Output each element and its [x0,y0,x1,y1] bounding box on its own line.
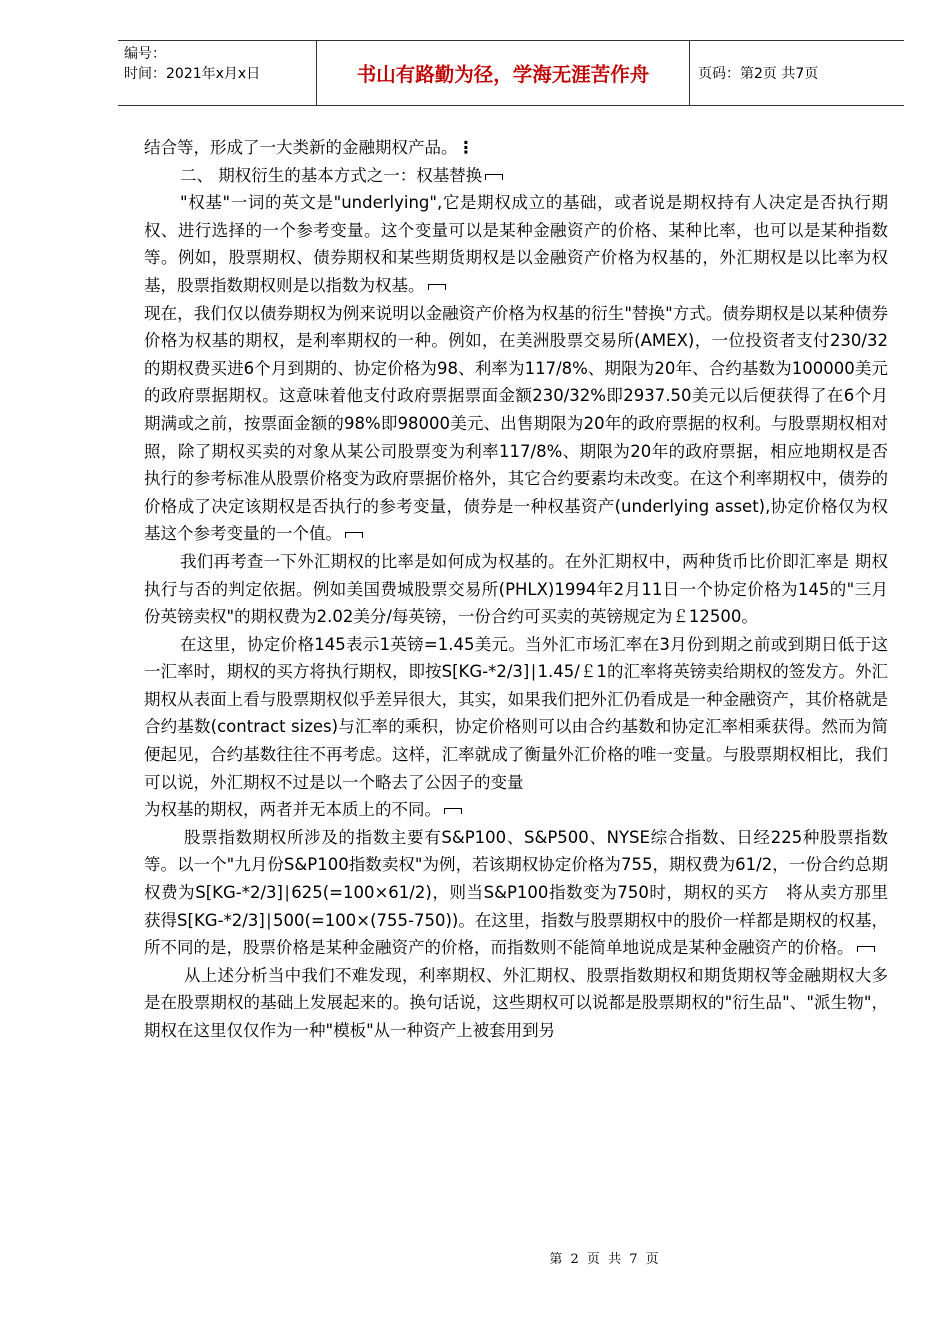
paragraph-6-text: 股票指数期权所涉及的指数主要有S&P100、S&P500、NYSE综合指数、日经225种股票指数等。以一个"九月份S&P100指数卖权"为例，若该期权协定价格为755，期权费为61/2，一份合约总期权费为S[KG-*2/3]∣625(=100×61/2)，则当S&P100指数变为750时，期权的买方 将从卖方那里获得S[KG-*2/3]∣500(=100×(755-750))。在这里，指数与股票期权中的股价一样都是期权的权基，所不同的是，股票价格是某种金融资产的价格，而指数则不能简单地说成是某种金融资产的价格。 [144,827,888,958]
paragraph-1-text: 结合等，形成了一大类新的金融期权产品。 [144,138,458,157]
paragraph-3 [144,300,888,548]
page-header [118,40,904,106]
header-meta [118,41,316,105]
section-heading-text: 二、 期权衍生的基本方式之一：权基替换 [180,165,483,185]
ellipsis-mark: ⋮ [457,138,474,157]
paragraph-1 [144,134,888,162]
paragraph-2-text: "权基"一词的英文是"underlying",它是期权成立的基础，或者说是期权持有人决定是否执行期权、进行选择的一个参考变量。这个变量可以是某种金融资产的价格、某种比率，也可以是某种指数等。例如，股票期权、债券期权和某些期货期权是以金融资产价格为权基的，外汇期权是以比率为权基，股票指数期权则是以指数为权基。 [144,193,888,295]
header-time-label: 时间：2021年x月x日 [124,66,261,82]
paragraph-7: 从上述分析当中我们不难发现，利率期权、外汇期权、股票指数期权和期货期权等金融期权大多是在股票期权的基础上发展起来的。换句话说，这些期权可以说都是股票期权的"衍生品"、"派生物"，期权在这里仅仅作为一种"模板"从一种资产上被套用到另 [144,965,888,1040]
paragraph-5: 在这里，协定价格145表示1英镑=1.45美元。当外汇市场汇率在3月份到期之前或到期日低于这一汇率时，期权的买方将执行期权，即按S[KG-*2/3]∣1.45/￡1的汇率将英镑卖给期权的签发方。外汇期权从表面上看与股票期权似乎差异很大，其实，如果我们把外汇仍看成是一种金融资产，其价格就是合约基数(contract sizes)与汇率的乘积，协定价格则可以由合约基数和协定汇率相乘获得。然而为简便起见，合约基数往往不再考虑。这样，汇率就成了衡量外汇价格的唯一变量。与股票期权相比，我们可以说，外汇期权不过是以一个略去了公因子的变量 [144,634,888,792]
document-body [144,134,888,1045]
page-footer [0,1248,950,1267]
paragraph-6 [144,824,888,962]
paragraph-2 [144,189,888,299]
section-heading [144,162,888,190]
header-page-label: 页码：第2页 共7页 [698,66,819,82]
paragraph-5b [144,796,888,824]
paragraph-mark-icon [485,174,503,180]
footer-page-number: 第 2 页 共 7 页 [549,1252,661,1267]
paragraph-3-text: 现在，我们仅以债券期权为例来说明以金融资产价格为权基的衍生"替换"方式。债券期权是以某种债券价格为权基的期权，是利率期权的一种。例如，在美洲股票交易所(AMEX)，一位投资者支付230/32的期权费买进6个月到期的、协定价格为98、利率为117/8%、期限为20年、合约基数为100000美元的政府票据期权。这意味着他支付政府票据票面金额230/32%即2937.50美元以后便获得了在6个月期满或之前，按票面金额的98%即98000美元、出售期限为20年的政府票据的权利。与股票期权相对照，除了期权买卖的对象从某公司股票变为利率117/8%、期限为20年的政府票据，相应地期权是否执行的参考标准从股票价格变为政府票据价格外，其它合约要素均未改变。在这个利率期权中，债券的价格成了决定该期权是否执行的参考变量，债券是一种权基资产(underlying asset),协定价格仅为权基这个参考变量的一个值。 [144,303,888,544]
paragraph-5b-text: 为权基的期权，两者并无本质上的不同。 [144,800,441,820]
header-motto: 书山有路勤为径，学海无涯苦作舟 [316,41,690,105]
paragraph-mark-icon [857,946,875,952]
paragraph-4: 我们再考查一下外汇期权的比率是如何成为权基的。在外汇期权中，两种货币比价即汇率是 期权执行与否的判定依据。例如美国费城股票交易所(PHLX)1994年2月11日一个协定价格为145的"三月份英镑卖权"的期权费为2.02美分/每英镑，一份合约可买卖的英镑规定为￡12500。 [144,551,888,627]
paragraph-mark-icon [345,532,363,538]
paragraph-mark-icon [428,284,446,290]
paragraph-mark-icon [444,808,462,814]
header-code-label: 编号： [124,46,166,62]
